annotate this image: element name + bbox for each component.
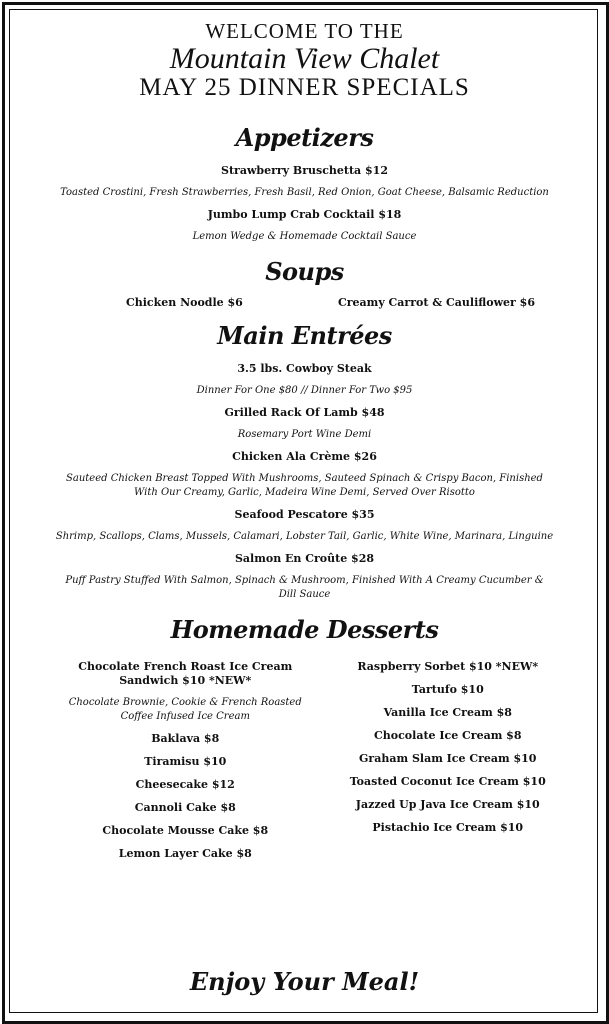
soup-name: Creamy Carrot & Cauliflower $6 xyxy=(338,296,535,309)
desserts-heading: Homemade Desserts xyxy=(170,615,439,644)
desserts-right-column xyxy=(325,660,572,870)
appetizer-name: Strawberry Bruschetta $12 xyxy=(221,164,388,177)
soups-heading: Soups xyxy=(265,257,344,286)
soup-name: Chicken Noodle $6 xyxy=(126,296,243,309)
appetizer-desc: Toasted Crostini, Fresh Strawberries, Fresh Basil, Red Onion, Goat Cheese, Balsamic Reduction xyxy=(60,187,549,198)
dessert-name: Tiramisu $10 xyxy=(144,755,227,768)
main-desc: Sauteed Chicken Breast Topped With Mushrooms, Sauteed Spinach & Crispy Bacon, Finished With Our Creamy, Garlic, Madeira Wine Demi, Served Over Risotto xyxy=(66,473,543,498)
dessert-name: Chocolate Ice Cream $8 xyxy=(374,729,522,742)
main-desc: Puff Pastry Stuffed With Salmon, Spinach & Mushroom, Finished With A Creamy Cucumber & Dill Sauce xyxy=(65,575,544,600)
dessert-name: Vanilla Ice Cream $8 xyxy=(383,706,512,719)
dessert-name: Lemon Layer Cake $8 xyxy=(118,847,252,860)
restaurant-name: Mountain View Chalet xyxy=(169,42,440,75)
main-desc: Rosemary Port Wine Demi xyxy=(237,429,372,440)
appetizer-name: Jumbo Lump Crab Cocktail $18 xyxy=(207,208,402,221)
closing-message: Enjoy Your Meal! xyxy=(189,967,420,996)
dessert-desc: Chocolate Brownie, Cookie & French Roasted Coffee Infused Ice Cream xyxy=(68,697,302,722)
soups-row xyxy=(14,296,595,310)
specials-title: MAY 25 DINNER SPECIALS xyxy=(139,74,470,101)
dessert-name: Graham Slam Ice Cream $10 xyxy=(359,752,537,765)
main-desc: Shrimp, Scallops, Clams, Mussels, Calamari, Lobster Tail, Garlic, White Wine, Marinara, Linguine xyxy=(55,531,554,542)
dessert-name: Tartufo $10 xyxy=(411,683,484,696)
dessert-name: Chocolate French Roast Ice Cream Sandwich $10 *NEW* xyxy=(78,660,293,687)
dessert-name: Raspberry Sorbet $10 *NEW* xyxy=(357,660,539,673)
dessert-name: Chocolate Mousse Cake $8 xyxy=(102,824,269,837)
main-name: Chicken Ala Crème $26 xyxy=(232,450,377,463)
desserts-columns xyxy=(14,660,595,870)
main-name: 3.5 lbs. Cowboy Steak xyxy=(237,362,372,375)
main-name: Grilled Rack Of Lamb $48 xyxy=(224,406,385,419)
dessert-name: Baklava $8 xyxy=(151,732,220,745)
main-name: Salmon En Croûte $28 xyxy=(234,552,375,565)
dessert-name: Jazzed Up Java Ice Cream $10 xyxy=(355,798,540,811)
appetizer-desc: Lemon Wedge & Homemade Cocktail Sauce xyxy=(192,231,417,242)
dessert-name: Toasted Coconut Ice Cream $10 xyxy=(349,775,546,788)
main-desc: Dinner For One $80 // Dinner For Two $95 xyxy=(196,385,413,396)
mains-heading: Main Entrées xyxy=(217,321,392,350)
welcome-line: WELCOME TO THE xyxy=(205,19,404,43)
main-name: Seafood Pescatore $35 xyxy=(234,508,375,521)
desserts-left-column xyxy=(62,660,325,870)
menu-page xyxy=(14,14,595,1010)
dessert-name: Cheesecake $12 xyxy=(135,778,235,791)
dessert-name: Pistachio Ice Cream $10 xyxy=(372,821,524,834)
dessert-name: Cannoli Cake $8 xyxy=(134,801,236,814)
appetizers-heading: Appetizers xyxy=(235,123,374,152)
menu-header xyxy=(14,20,595,100)
